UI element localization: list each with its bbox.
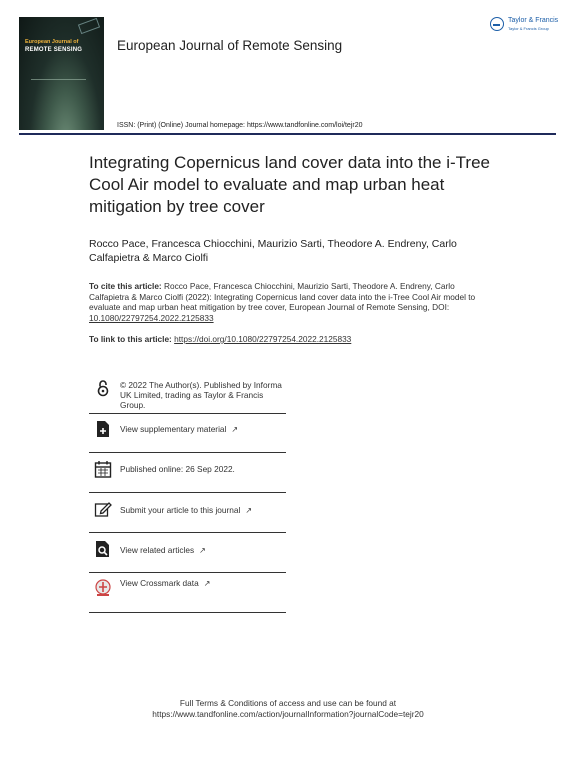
article-authors: Rocco Pace, Francesca Chiocchini, Maurizio Sarti, Theodore A. Endreny, Carlo Calfapietra & Marco Ciolfi [89,238,457,264]
published-date: Published online: 26 Sep 2022. [120,464,235,474]
cover-title-line1: European Journal of [25,39,79,45]
cover-divider [31,79,86,80]
supplementary-label: View supplementary material [120,424,227,434]
issn-homepage-line[interactable]: ISSN: (Print) (Online) Journal homepage: https://www.tandfonline.com/loi/tejr20 [117,122,363,129]
list-item-open-access [89,375,286,414]
journal-cover-image [19,17,104,130]
external-link-icon: ↗ [245,506,253,515]
citation-block [89,281,489,323]
taylor-francis-icon [490,17,504,31]
citation-text: Rocco Pace, Francesca Chiocchini, Maurizio Sarti, Theodore A. Endreny, Carlo Calfapietra & Marco Ciolfi (2022): Integrating Copernicus land cover data into the i-Tree Cool Air model to evaluate and map urban heat mitigation by tree cover, European Journal of Remote Sensing, DOI: [89,281,476,312]
article-doi-url[interactable]: https://doi.org/10.1080/22797254.2022.2125833 [174,334,352,344]
copyright-text: © 2022 The Author(s). Published by Informa UK Limited, trading as Taylor & Francis Group. [120,380,282,410]
related-articles-label: View related articles [120,545,195,555]
list-item-submit-article[interactable] [89,493,286,533]
publisher-logo-text: Taylor & Francis [508,17,559,24]
crossmark-icon [94,579,112,597]
external-link-icon: ↗ [231,425,239,434]
article-title: Integrating Copernicus land cover data into the i-Tree Cool Air model to evaluate and map urban heat mitigation by tree cover [89,153,490,216]
external-link-icon: ↗ [203,579,211,588]
submit-article-label: Submit your article to this journal [120,505,241,515]
list-item-label [120,424,290,435]
satellite-graphic [78,18,100,34]
list-item-label [120,505,290,516]
search-document-icon [94,540,112,558]
journal-name: European Journal of Remote Sensing [117,38,343,53]
edit-icon [94,500,112,518]
list-item-crossmark[interactable] [89,573,286,613]
list-item-label [120,545,290,556]
link-label: To link to this article: [89,334,172,344]
list-item-label [120,578,290,589]
doi-link[interactable]: 10.1080/22797254.2022.2125833 [89,312,214,323]
footer-terms-text: Full Terms & Conditions of access and use can be found at [179,698,397,708]
list-item-related-articles[interactable] [89,533,286,573]
article-info-list [89,375,286,613]
list-item-supplementary[interactable] [89,414,286,453]
crossmark-label: View Crossmark data [120,578,199,588]
calendar-icon [94,460,112,478]
list-item-published-date [89,453,286,493]
header-rule [19,133,556,135]
article-link-line [89,334,351,344]
footer [0,698,576,720]
external-link-icon: ↗ [199,546,206,555]
publisher-logo-subtext: Taylor & Francis Group [508,26,549,31]
publisher-logo[interactable] [490,15,560,35]
cover-title-line2: REMOTE SENSING [25,47,83,53]
open-access-icon [94,379,112,397]
citation-label: To cite this article: [89,281,162,291]
footer-terms-link[interactable]: https://www.tandfonline.com/action/journalInformation?journalCode=tejr20 [152,709,424,719]
document-plus-icon [94,420,112,438]
